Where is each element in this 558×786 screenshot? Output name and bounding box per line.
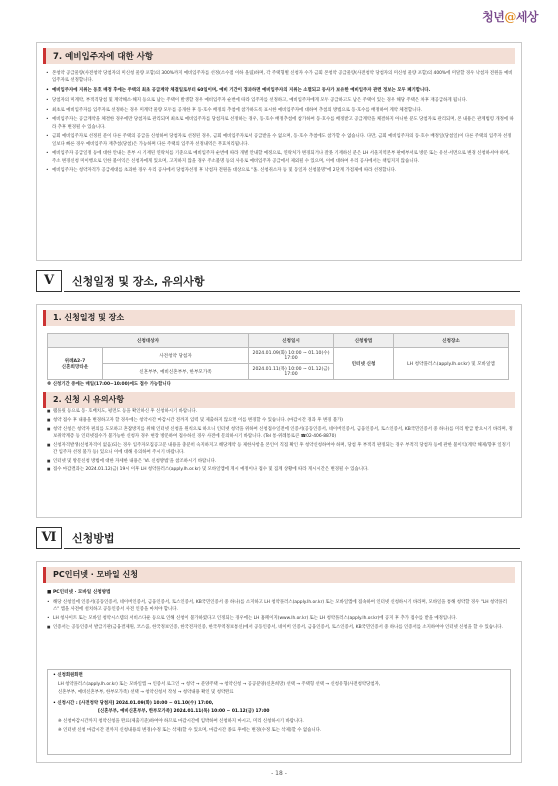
section-schedule	[36, 304, 522, 518]
waitlist-items	[46, 70, 514, 177]
method-items	[47, 599, 513, 633]
divider	[64, 548, 520, 549]
steps-time: [신혼부부, 예비신혼부부, 한부모가족] 2024.01.11(목) 10:00 ~ 01.12(금) 17:00	[98, 709, 270, 714]
steps-note: ※ 신청마감시간까지 청약신청을 완료(제출기준)하여야 하므로 마감시간에 임박하여 신청하지 마시고, 미리 신청하시기 바랍니다.	[58, 719, 304, 724]
list-item: • LH 청사이트 또는 모바일 청약시스템의 서비스다운 등으로 인해 신청이 불가하였다고 인정되는 경우에는 LH 홈페이지(www.lh.or.kr) 또는 LH 청약플러스(apply.lh.or.kr)에 공지 후 추가 접수를 받을 예정입니다.	[47, 615, 513, 622]
section-header	[43, 48, 515, 64]
cell-time: 2024.01.09(화) 10:00 ~ 01.10(수) 17:00	[249, 348, 334, 364]
steps-time: • 신청시간 : [사전청약 당첨자] 2024.01.09(화) 10:00 ~ 01.10(수) 17:00,	[53, 701, 214, 706]
list-item: • 예비입주자는 청약자격가 공급세대를 초과한 경우 우리 공사에서 당첨자선정 후 낙첨자 전원을 대상으로 "홈. 신청취소자 등 및 동일자 신청불명"에 2단계 가점제에 따라 선정합니다.	[46, 167, 514, 174]
col-header: 신청일시	[249, 334, 334, 348]
page-number: - 18 -	[271, 770, 287, 777]
row-label: 위례A2-7 신혼희망타운	[48, 348, 103, 380]
list-item: ■ 청약 접수 후 내용을 변경하고자 할 경우에는 청약시간 마감시간 전까지 입력 및 제출하지 않으면 이를 변경할 수 있습니다. (마감시간 경과 후 변경 불가)	[47, 417, 513, 424]
list-item: ■ 청약 신청은 청약자 편의를 도모하고 혼잡방지를 위해 인터넷 신청을 원칙으로 하오니 인터넷 청약을 위하여 신청접수일전에 인증서(공동인증서, 네이버인증서, 금융인증서, 토스인증서, KB국민인증서 중 하나)를 미리 발급 받으시기 바라며, 정보취약계층 등 인터넷접수가 불가능한 신청자 경우 현장 방문하여 접수하신 경우 사전에 문의하시기 바랍니다. (Tel 통·위례통로큰 ☎02-406-8870)	[47, 426, 513, 440]
chapter-title: 신청방법	[72, 532, 115, 545]
cell-time: 2024.01.11(목) 10:00 ~ 01.12(금) 17:00	[249, 364, 334, 380]
subsection-header	[43, 392, 515, 408]
chapter-number: Ⅴ	[36, 270, 62, 292]
caution-items	[47, 408, 513, 475]
list-item: ■ 팸플릿 등으로 동· 호배치도, 평면도 등을 확인하신 후 신청하시기 바랍니다.	[47, 408, 513, 415]
list-item: • 금회 예비입주자로 선정된 분이 다른 주택의 공급을 신청하여 당첨자로 선정된 경우, 금회 예비입주자로서 공급받을 수 없으며, 동·호수 추첨에도 참가할 수 없습니다. 다만, 금회 예비입주자의 동·호수 배정일(당첨일)이 다른 주택의 입주자 선정일보다 빠른 경우 예비입주자 재추첨(당첨)은 가능하며 다른 주택의 입주자 선정내역은 무효처리됩니다.	[46, 133, 514, 147]
steps-line: 신혼부부, 예비신혼부부, 한부모가족) 선택 → 청약신청서 작성 → 청약내용 확인 및 청약완료	[58, 690, 234, 695]
cell-place: LH 청약플러스(apply.lh.or.kr) 및 모바일앱	[394, 348, 509, 380]
col-header: 신청장소	[394, 334, 509, 348]
cell-target: 사전청약 당첨자	[103, 348, 249, 364]
list-item: ■ 인터넷 및 방문신청 방법에 대한 자세한 내용은 'Ⅵ. 신청방법'을 참조하시기 바랍니다.	[47, 458, 513, 465]
col-header: 신청방법	[334, 334, 394, 348]
list-item: ■ 접수 마감결과는 2024.01.12(금) 19시 이후 LH 청약플러스(apply.lh.or.kr) 및 모바일앱에 게시 예정이나 접수 및 집계 상황에 따라 게시시간은 변경될 수 있습니다.	[47, 466, 513, 473]
brand-logo: 청년@세상	[482, 10, 538, 24]
subsection-header	[43, 567, 515, 583]
chapter-heading-5	[36, 270, 520, 292]
chapter-number: Ⅵ	[36, 527, 62, 549]
list-item: • 예비입주자에 지위는 동호 배정 후에는 주택의 최초 공급계약 체결일로부터 60일이며, 예비 기간이 경과하면 예비입주자의 지위는 소멸되고 동사가 보유한 예비입주자 관련 정보는 모두 폐기합니다.	[46, 87, 514, 94]
list-item: • 본청약 공급물량(사전청약 당첨자의 미신청 물량 포함)의 300%까지 예비입주자를 선정(소수점 이하 올림)하며, 각 주택형별 신청자 수가 금회 본청약 공급물량(사전청약 당첨자의 미신청 물량 포함)의 400%에 미달할 경우 낙첨자 전원을 예비입주자로 선정합니다.	[46, 70, 514, 84]
list-item: • 당첨자의 미계약, 부적격당첨 및 계약해소·해지 등으로 남는 주택이 발생할 경우 예비입주자 순번에 따라 입주자를 선정하고, 예비입주자에게 모두 공급하고도 남은 주택이 있는 경우 해당 주택은 차후 재공급하게 됩니다.	[46, 97, 514, 104]
section-waitlist	[36, 42, 522, 261]
col-header: 신청대상자	[48, 334, 249, 348]
subsection-title: PC인터넷 · 모바일 신청	[53, 570, 138, 579]
list-item: • 해당 신청일에 인증서(공동인증서, 네이버인증서, 금융인증서, 토스인증서, KB국민인증서 중 하나)를 소지하고 LH 청약플러스(apply.lh.or.kr) 또는 모바일앱에 접속하여 인터넷 신청하시기 바라며, 모바일을 통해 청약할 경우 "LH 청약플러스" 앱을 사전에 설치하고 공동인증서 사전 인증을 마쳐야 합니다.	[47, 599, 513, 613]
subsection-title: 1. 신청일정 및 장소	[53, 313, 125, 322]
application-steps-box	[47, 669, 511, 755]
cell-method: 인터넷 신청	[334, 348, 394, 380]
method-subtitle: ■ PC인터넷 · 모바일 신청방법	[47, 590, 111, 595]
steps-note: ※ 인터넷 신청 마감시간 전까지 신청내용의 변경(수정 또는 삭제)할 수 있으며, 마감시간 종료 후에는 변경(수정 또는 삭제)할 수 없습니다.	[58, 728, 322, 733]
table-row	[48, 348, 509, 364]
list-item: ■ 인증서는 공동인증서 발급기관(금융결제원, 코스콤, 한국정보인증, 한국전자인증, 한국무역정보통신)에서 공동인증서, 네이버 인증서, 금융인증서, 토스인증서, KB국민인증서 중 하나를 인증서를 소지하여야 인터넷 신청을 할 수 있습니다.	[47, 624, 513, 631]
list-item: ■ 신청자격발생(신청자격이 없음)되는 경우 입주자모집공고문 내용을 충분히 숙지하지고 해당계약 등 제한사항을 본인이 직접 확인 후 청약신청하여야 하며, 당첨 후 부적격 판정되는 경우 부적격 당첨자 등에 관한 불이익(계약 해제/향후 일정기간 입주자 선정 불가 등) 있으니 이에 대해 유의하여 주시기 바랍니다.	[47, 442, 513, 456]
section-apply-method	[36, 561, 522, 763]
section-title: 7. 예비입주자에 대한 사항	[53, 52, 154, 62]
subsection-title: 2. 신청 시 유의사항	[53, 395, 125, 404]
steps-line: LH 청약플러스(apply.lh.or.kr) 또는 모바일앱 → 인증서 로그인 → 청약 → 분양주택 → 청약신청 → 공공분양(신혼희망) 선택 → 주택형 선택 → 신청유형(사전청약당첨자,	[58, 682, 381, 687]
list-item: • 예비입주자는 공급계약을 체결한 경우에만 당첨자로 관리되며 최초로 예비입주자를 당첨자로 선정하는 경우, 동·호수 배정추첨에 참가하여 동·호수를 배정받고 공급계약을 체결하지 아니한 분도 당첨자로 관리되며, 본 내용은 관계법령 개정에 따라 추후 변경될 수 있습니다.	[46, 116, 514, 130]
divider	[64, 291, 520, 292]
list-item: • 최초로 예비입주자를 입주자로 선정하는 경우 미계약 물량 모두를 공개한 후 동·호수 배정의 추첨에 참가하도록 표시한 예비입주자에 대하여 추첨의 방법으로 동·호수를 배정하여 계약 체결합니다.	[46, 107, 514, 114]
schedule-table	[47, 333, 509, 380]
list-item: • 예비입주자 공급일정 등에 대한 안내는 본부 시 기재된 연락처를 기준으로 예비입주자 순번에 따라 개별 안내할 예정으로, 연락처가 변경되거나 잘못 기재하신 분은 LH 서울지역본부 판매부서로 방문 또는 유선·서면으로 변경 신청하셔야 하며, 주소 변경신청 미이행으로 인한 불이익은 신청자에게 있으며, 고지하지 않을 경우 주소불명 등의 사유로 예비입주자 공급에서 제외될 수 있으며, 이에 대하여 우리 공사에서는 책임지지 않습니다.	[46, 150, 514, 164]
steps-title: • 신청회원화면	[53, 673, 83, 678]
chapter-heading-6	[36, 527, 520, 549]
cell-target: 신혼부부, 예비신혼부부, 한부모가족	[103, 364, 249, 380]
subsection-header	[43, 310, 515, 326]
schedule-note: ※ 신청기간 중에는 매일(17:00~10:00)에도 접수 가능합니다	[47, 382, 171, 387]
chapter-title: 신청일정 및 장소, 유의사항	[72, 275, 205, 288]
